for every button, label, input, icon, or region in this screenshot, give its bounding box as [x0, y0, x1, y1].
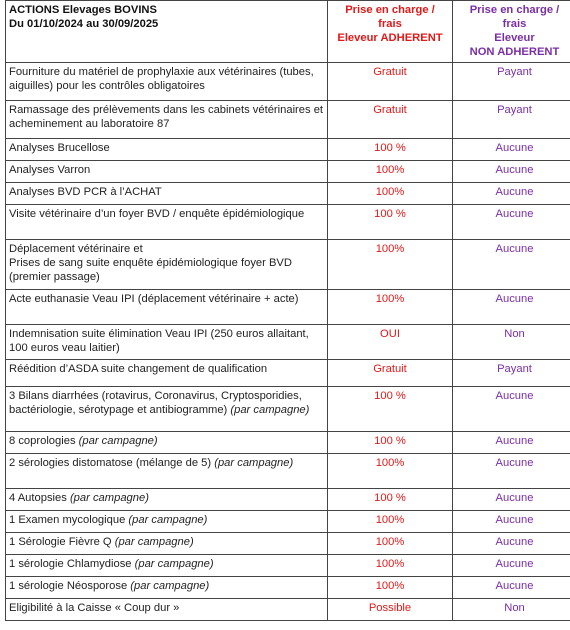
non-adherent-value: Payant — [453, 63, 570, 101]
non-adherent-value: Payant — [453, 101, 570, 139]
action-note: (par campagne) — [130, 580, 210, 592]
adherent-value: 100% — [328, 555, 453, 577]
action-text: Analyses Brucellose — [9, 142, 110, 154]
action-cell — [6, 139, 328, 161]
action-cell — [6, 183, 328, 205]
action-text: Indemnisation suite élimination Veau IPI (250 euros allaitant, 100 euros veau laitier) — [9, 328, 309, 354]
action-text: 1 Sérologie Fièvre Q — [9, 536, 115, 548]
adherent-value: 100 % — [328, 387, 453, 432]
non-adherent-value: Aucune — [453, 290, 570, 325]
table-row — [6, 205, 570, 240]
table-header-row — [6, 1, 570, 63]
adherent-value: Possible — [328, 599, 453, 621]
adherent-value: Gratuit — [328, 101, 453, 139]
header-non-adherent-line2: frais — [502, 18, 527, 30]
adherent-value: 100% — [328, 240, 453, 290]
action-note: (par campagne) — [128, 514, 208, 526]
non-adherent-value: Aucune — [453, 139, 570, 161]
action-text: Prises de sang suite enquête épidémiologique foyer BVD (premier passage) — [9, 257, 292, 283]
non-adherent-value: Aucune — [453, 432, 570, 454]
action-text: Visite vétérinaire d’un foyer BVD / enquête épidémiologique — [9, 208, 305, 220]
action-note: (par campagne) — [230, 404, 310, 416]
header-adherent-line1: Prise en charge / — [345, 4, 435, 16]
action-cell — [6, 555, 328, 577]
action-cell — [6, 511, 328, 533]
non-adherent-value: Aucune — [453, 511, 570, 533]
header-adherent-line3: Eleveur ADHERENT — [337, 32, 443, 44]
table-row — [6, 533, 570, 555]
action-cell — [6, 454, 328, 489]
action-text: Fourniture du matériel de prophylaxie aux vétérinaires (tubes, aiguilles) pour les contrôles obligatoires — [9, 66, 314, 92]
action-cell — [6, 240, 328, 290]
adherent-value: Gratuit — [328, 63, 453, 101]
action-cell — [6, 360, 328, 387]
header-actions — [6, 1, 328, 63]
adherent-value: 100% — [328, 533, 453, 555]
action-text: Déplacement vétérinaire et — [9, 243, 143, 255]
action-note: (par campagne) — [69, 492, 149, 504]
table-row — [6, 577, 570, 599]
adherent-value: 100% — [328, 161, 453, 183]
header-non-adherent-line4: NON ADHERENT — [469, 46, 560, 58]
action-text: Ramassage des prélèvements dans les cabinets vétérinaires et acheminement au laboratoire 87 — [9, 104, 324, 130]
action-text: Réédition d’ASDA suite changement de qualification — [9, 363, 268, 375]
action-cell — [6, 205, 328, 240]
table-row — [6, 240, 570, 290]
non-adherent-value: Aucune — [453, 533, 570, 555]
action-text: 8 coprologies — [9, 435, 79, 447]
table-body — [6, 63, 570, 621]
table-row — [6, 489, 570, 511]
non-adherent-value: Non — [453, 599, 570, 621]
action-cell — [6, 63, 328, 101]
non-adherent-value: Aucune — [453, 161, 570, 183]
table-row — [6, 511, 570, 533]
action-text: 1 sérologie Chlamydiose — [9, 558, 135, 570]
action-note: (par campagne) — [214, 457, 294, 469]
action-text: 3 Bilans diarrhées (rotavirus, Coronavirus, Cryptosporidies, bactériologie, sérotypage et antibiogramme) — [9, 390, 302, 416]
table-row — [6, 325, 570, 360]
adherent-value: 100% — [328, 454, 453, 489]
non-adherent-value: Payant — [453, 360, 570, 387]
table-row — [6, 161, 570, 183]
action-cell — [6, 577, 328, 599]
table-row — [6, 63, 570, 101]
header-non-adherent-line3: Eleveur — [494, 32, 535, 44]
action-cell — [6, 432, 328, 454]
non-adherent-value: Aucune — [453, 240, 570, 290]
action-text: 1 Examen mycologique — [9, 514, 129, 526]
table-row — [6, 360, 570, 387]
header-non-adherent — [453, 1, 570, 63]
adherent-value: OUI — [328, 325, 453, 360]
table-row — [6, 454, 570, 489]
action-cell — [6, 101, 328, 139]
header-period: Du 01/10/2024 au 30/09/2025 — [9, 18, 159, 30]
table-row — [6, 387, 570, 432]
adherent-value: 100 % — [328, 205, 453, 240]
header-adherent-line2: frais — [378, 18, 402, 30]
action-cell — [6, 290, 328, 325]
action-cell — [6, 387, 328, 432]
action-text: Eligibilité à la Caisse « Coup dur » — [9, 602, 180, 614]
adherent-value: 100 % — [328, 489, 453, 511]
action-text: Analyses Varron — [9, 164, 91, 176]
non-adherent-value: Non — [453, 325, 570, 360]
action-text: 4 Autopsies — [9, 492, 70, 504]
action-cell — [6, 161, 328, 183]
non-adherent-value: Aucune — [453, 489, 570, 511]
adherent-value: 100% — [328, 577, 453, 599]
non-adherent-value: Aucune — [453, 183, 570, 205]
adherent-value: 100% — [328, 511, 453, 533]
action-note: (par campagne) — [78, 435, 158, 447]
table-row — [6, 139, 570, 161]
table-row — [6, 290, 570, 325]
header-adherent — [328, 1, 453, 63]
action-cell — [6, 533, 328, 555]
table-row — [6, 183, 570, 205]
action-text: 2 sérologies distomatose (mélange de 5) — [9, 457, 215, 469]
non-adherent-value: Aucune — [453, 454, 570, 489]
action-text: Acte euthanasie Veau IPI (déplacement vétérinaire + acte) — [9, 293, 299, 305]
action-note: (par campagne) — [114, 536, 194, 548]
table-row — [6, 101, 570, 139]
adherent-value: 100 % — [328, 432, 453, 454]
header-title: ACTIONS Elevages BOVINS — [9, 4, 157, 16]
non-adherent-value: Aucune — [453, 387, 570, 432]
table-row — [6, 599, 570, 621]
header-non-adherent-line1: Prise en charge / — [469, 4, 560, 16]
action-cell — [6, 489, 328, 511]
action-text: 1 sérologie Néosporose — [9, 580, 131, 592]
table-row — [6, 432, 570, 454]
adherent-value: Gratuit — [328, 360, 453, 387]
action-text: Analyses BVD PCR à l’ACHAT — [9, 186, 162, 198]
non-adherent-value: Aucune — [453, 577, 570, 599]
action-cell — [6, 325, 328, 360]
non-adherent-value: Aucune — [453, 205, 570, 240]
adherent-value: 100% — [328, 290, 453, 325]
action-cell — [6, 599, 328, 621]
non-adherent-value: Aucune — [453, 555, 570, 577]
table-row — [6, 555, 570, 577]
actions-table — [5, 0, 570, 621]
adherent-value: 100% — [328, 183, 453, 205]
action-note: (par campagne) — [134, 558, 214, 570]
adherent-value: 100 % — [328, 139, 453, 161]
